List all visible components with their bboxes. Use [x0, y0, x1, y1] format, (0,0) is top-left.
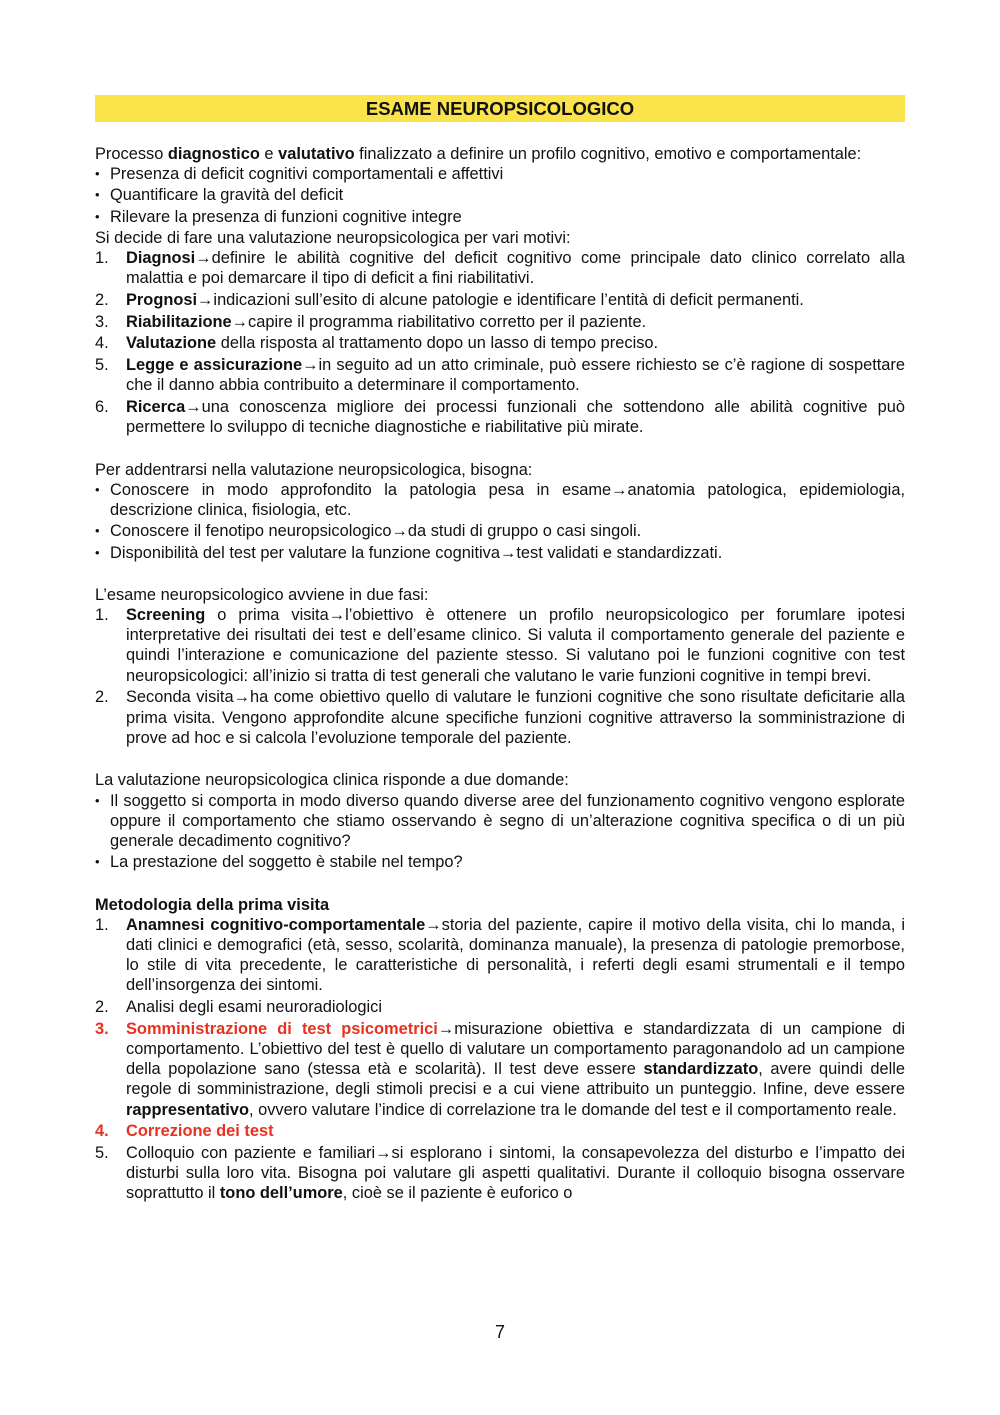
motives-list: [95, 248, 905, 437]
item-text: Seconda visita→ha come obiettivo quello di valutare le funzioni cognitive che sono risultate deficitarie alla prima visita. Vengono approfondite alcune specifiche funzioni cognitive attraverso la somministrazione di prove ad hoc e si calcola l’evoluzione temporale del paziente.: [126, 688, 905, 747]
item-bold: standardizzato: [643, 1060, 759, 1079]
item-bold: rappresentativo: [126, 1100, 249, 1119]
item-number: 2.: [95, 290, 109, 309]
item-text: , avere quindi delle regole di somministrazione, degli stimoli precisi e a cui viene attribuito un punteggio. Infine, deve essere: [126, 1060, 906, 1099]
item-bold: Riabilitazione: [126, 312, 232, 331]
item-number: 4.: [95, 334, 109, 353]
list-item: • Quantificare la gravità del deficit: [95, 185, 905, 205]
item-bold: Legge e assicurazione: [126, 356, 303, 375]
item-highlight: Correzione dei test: [126, 1122, 274, 1141]
item-bold: Ricerca: [126, 397, 186, 416]
spacer: [95, 874, 905, 895]
item-text: →storia del paziente, capire il motivo della visita, chi lo manda, i dati clinici e demografici (età, sesso, scolarità, dominanza manuale), la presenza di patologie premorbose, lo stile di vita precedente, le caratteristiche di personalità, i referti degli esami strumentali e il tempo dell’insorgenza dei sintomi.: [126, 915, 905, 995]
list-item: [95, 248, 905, 288]
list-item: [95, 1121, 905, 1141]
item-text: →indicazioni sull’esito di alcune patologie e identificare l’entità di deficit permanenti.: [197, 290, 804, 309]
method-heading: Metodologia della prima visita: [95, 895, 330, 914]
item-text: Analisi degli esami neuroradiologici: [126, 998, 383, 1017]
page-title: ESAME NEUROPSICOLOGICO: [95, 95, 905, 122]
list-item: • Il soggetto si comporta in modo diverso quando diverse aree del funzionamento cognitivo vengono esplorate oppure il comportamento che stiamo osservando è segno di un’alterazione cognitiva specifica o di un più generale decadimento cognitivo?: [95, 791, 905, 852]
intro-text: e: [259, 145, 279, 163]
list-item: [95, 333, 905, 353]
item-number: 5.: [95, 356, 109, 375]
list-item: [95, 1143, 905, 1204]
list-item: • Conoscere in modo approfondito la patologia pesa in esame→anatomia patologica, epidemiologia, descrizione clinica, fisiologia, etc.: [95, 480, 905, 520]
spacer: [95, 749, 905, 770]
list-item: [95, 605, 905, 686]
item-bold: Prognosi: [126, 290, 198, 309]
list-item: [95, 997, 905, 1017]
item-number: 6.: [95, 397, 109, 416]
item-bold: tono dell’umore: [219, 1184, 343, 1203]
item-number: 1.: [95, 606, 109, 625]
spacer: [95, 439, 905, 460]
item-number: 1.: [95, 915, 109, 934]
intro-bold-valutativo: valutativo: [278, 145, 355, 163]
item-bold: Anamnesi cognitivo-comportamentale: [126, 915, 426, 934]
item-text: o prima visita→l’obiettivo è ottenere un profilo neuropsicologico per forumlare ipotesi interpretative dei risultati dei test e dell’esame clinico. Si valuta il comportamento generale del paziente e quindi l’interazione e comunicazione del paziente stesso. Si valutano poi le funzioni cognitive con test neuropsicologici: all’inizio si tratta di test generali che valutano le varie funzioni cognitive in tempi brevi.: [126, 606, 905, 685]
item-number: 5.: [95, 1143, 109, 1162]
intro-paragraph: [95, 144, 905, 164]
intro-text: Processo: [95, 145, 168, 163]
item-text: , ovvero valutare l’indice di correlazione tra le domande del test e il comportamento reale.: [248, 1100, 897, 1119]
item-bold: Valutazione: [126, 334, 217, 353]
list-item: [95, 290, 905, 310]
need-bullet-list: [95, 480, 905, 563]
intro-text: finalizzato a definire un profilo cognitivo, emotivo e comportamentale:: [354, 145, 862, 163]
list-item: • Rilevare la presenza di funzioni cognitive integre: [95, 207, 905, 227]
intro-bullet-list: [95, 164, 905, 227]
list-item: [95, 687, 905, 748]
item-text: della risposta al trattamento dopo un lasso di tempo preciso.: [216, 334, 659, 353]
list-item: • Conoscere il fenotipo neuropsicologico→da studi di gruppo o casi singoli.: [95, 521, 905, 541]
list-item: • Presenza di deficit cognitivi comportamentali e affettivi: [95, 164, 905, 184]
phases-list: [95, 605, 905, 748]
spacer: [95, 564, 905, 585]
item-bold: Screening: [126, 606, 206, 625]
item-number: 2.: [95, 998, 109, 1017]
item-text: →capire il programma riabilitativo corretto per il paziente.: [231, 312, 647, 331]
list-item: [95, 312, 905, 332]
list-item: • La prestazione del soggetto è stabile nel tempo?: [95, 852, 905, 872]
document-page: [95, 95, 905, 1205]
item-text: , cioè se il paziente è euforico o: [342, 1184, 573, 1203]
method-list: [95, 915, 905, 1204]
item-highlight: Somministrazione di test psicometrici: [126, 1019, 438, 1038]
page-number: 7: [494, 1322, 505, 1342]
list-item: • Disponibilità del test per valutare la funzione cognitiva→test validati e standardizzati.: [95, 543, 905, 563]
list-item: [95, 915, 905, 996]
phases-intro: L’esame neuropsicologico avviene in due fasi:: [95, 585, 429, 604]
questions-bullet-list: [95, 791, 905, 873]
list-item: [95, 355, 905, 395]
item-text: →una conoscenza migliore dei processi funzionali che sottendono alle abilità cognitive può permettere lo sviluppo di tecniche diagnostiche e riabilitative più mirate.: [126, 397, 905, 437]
item-number: 3.: [95, 312, 109, 331]
item-number: 4.: [95, 1122, 109, 1141]
questions-intro: La valutazione neuropsicologica clinica risponde a due domande:: [95, 771, 569, 790]
item-number: 2.: [95, 688, 109, 707]
item-text: →definire le abilità cognitive del deficit cognitivo come principale dato clinico correlato alla malattia e poi demarcare il tipo di deficit a fini riabilitativi.: [126, 249, 905, 288]
item-text: Colloquio con paziente e familiari→si esplorano i sintomi, la consapevolezza del disturbo e l’impatto dei disturbi sulla loro vita. Bisogna poi valutare gli aspetti qualitativi. Durante il colloquio bisogna osservare soprattutto il: [126, 1143, 905, 1203]
item-text: →in seguito ad un atto criminale, può essere richiesto se c’è ragione di sospettare che il danno abbia contribuito a determinare il comportamento.: [126, 356, 905, 395]
item-number: 3.: [95, 1019, 109, 1038]
need-intro: Per addentrarsi nella valutazione neuropsicologica, bisogna:: [95, 460, 533, 479]
item-number: 1.: [95, 249, 109, 268]
item-text: →misurazione obiettiva e standardizzata di un campione di comportamento. L’obiettivo del test è quello di valutare un comportamento paragonandolo ad un campione della popolazione sano (stessa età e scolarità). Il test deve essere: [126, 1019, 905, 1079]
motives-intro: Si decide di fare una valutazione neuropsicologica per vari motivi:: [95, 228, 571, 247]
item-bold: Diagnosi: [126, 249, 196, 268]
list-item: [95, 397, 905, 437]
list-item: [95, 1019, 905, 1120]
intro-bold-diagnostico: diagnostico: [167, 145, 260, 163]
